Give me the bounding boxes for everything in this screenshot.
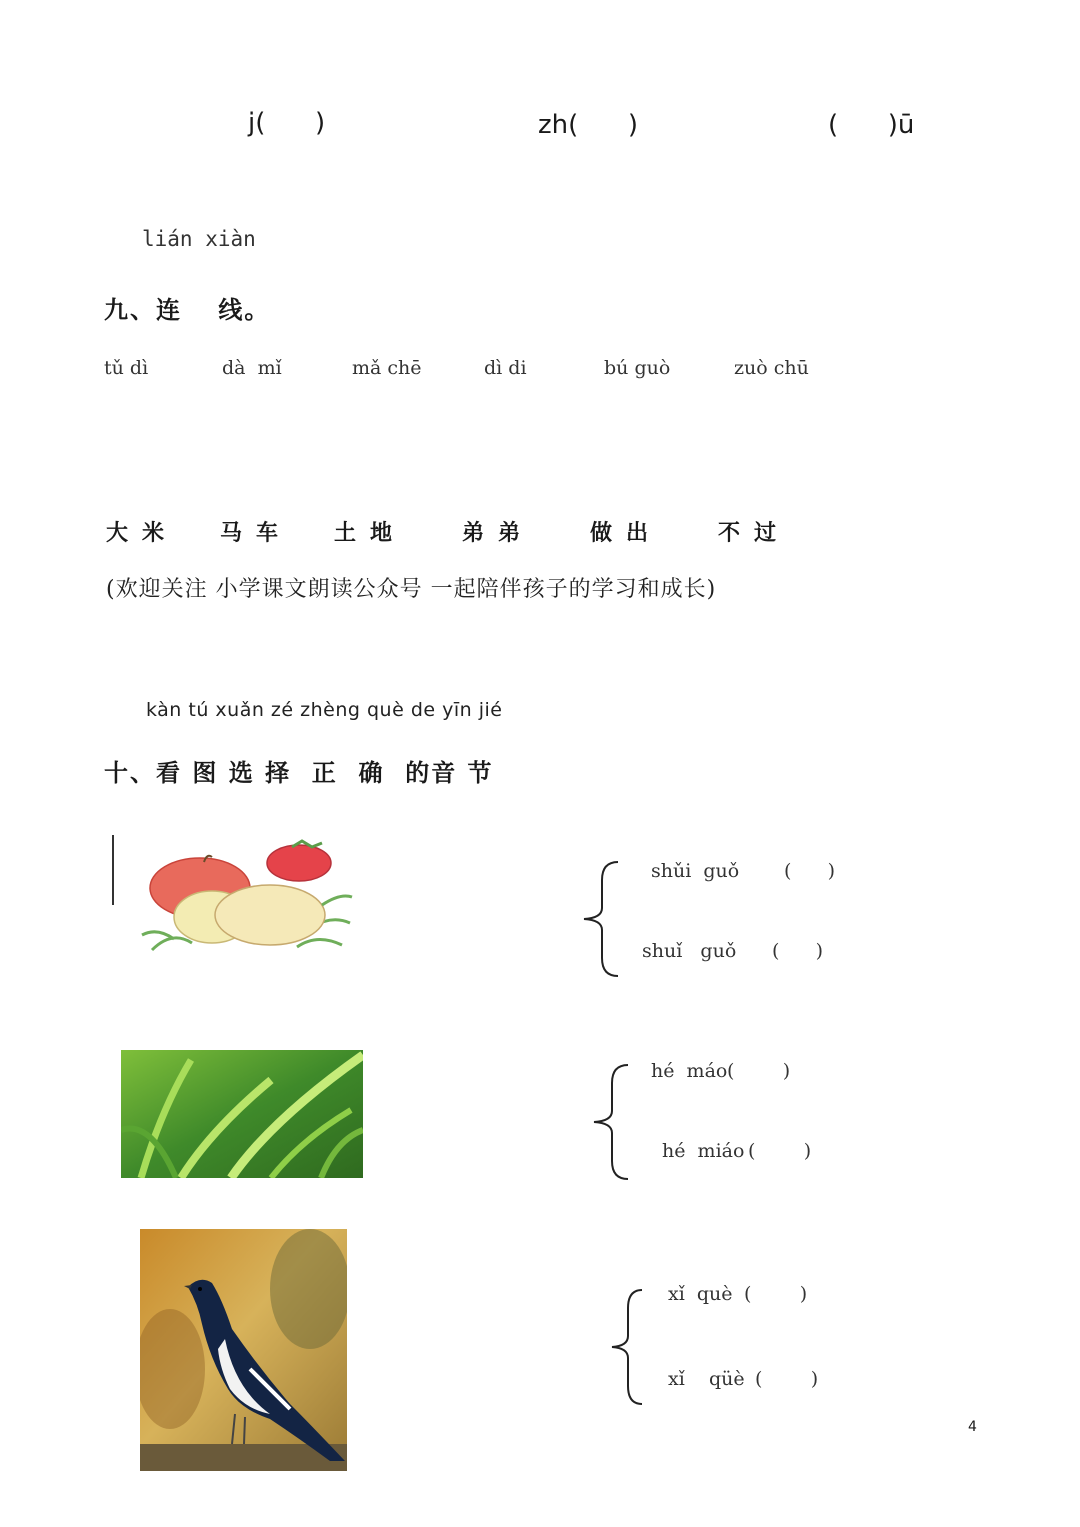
- word-hanzi-1: 大米: [106, 520, 179, 546]
- option-paren-3a[interactable]: ( ): [744, 1283, 808, 1305]
- word-hanzi-5: 做出: [590, 520, 663, 546]
- option-text-2a: hé máo: [651, 1060, 728, 1082]
- grass-seedling-image: [121, 1050, 363, 1178]
- option-text-2b: hé miáo: [662, 1140, 745, 1162]
- page-number: 4: [968, 1419, 977, 1435]
- word-pinyin-1: tǔ dì: [104, 357, 149, 379]
- fruit-image: [112, 835, 356, 965]
- option-paren-2b[interactable]: ( ): [748, 1140, 812, 1162]
- blank-u[interactable]: ( )ū: [828, 110, 915, 140]
- section9-title: 九、连 线。: [104, 296, 271, 324]
- option-paren-1b[interactable]: ( ): [772, 940, 824, 962]
- option-text-3a: xǐ què: [668, 1283, 733, 1305]
- blank-j[interactable]: j( ): [248, 108, 326, 138]
- word-hanzi-4: 弟弟: [462, 520, 535, 546]
- section10-title: 十、看 图 选 择 正 确 的音 节: [104, 759, 494, 787]
- word-hanzi-6: 不过: [718, 520, 791, 546]
- brace-3: [608, 1288, 644, 1406]
- brace-1: [580, 860, 620, 978]
- word-pinyin-2: dà mǐ: [222, 357, 282, 379]
- promo-note: (欢迎关注 小学课文朗读公众号 一起陪伴孩子的学习和成长): [106, 577, 717, 602]
- section10-pinyin: kàn tú xuǎn zé zhèng què de yīn jié: [146, 699, 503, 721]
- option-paren-3b[interactable]: ( ): [755, 1368, 819, 1390]
- section9-pinyin: lián xiàn: [142, 227, 256, 251]
- option-text-1a: shǔi guǒ: [651, 860, 740, 882]
- word-hanzi-3: 土地: [334, 520, 407, 546]
- word-pinyin-3: mǎ chē: [352, 357, 422, 379]
- option-text-1b: shuǐ guǒ: [642, 940, 737, 962]
- blank-zh[interactable]: zh( ): [538, 110, 639, 140]
- option-paren-2a[interactable]: ( ): [727, 1060, 791, 1082]
- word-pinyin-5: bú guò: [604, 357, 671, 379]
- word-hanzi-2: 马车: [220, 520, 293, 546]
- brace-2: [590, 1063, 630, 1181]
- magpie-bird-image: [140, 1229, 347, 1471]
- word-pinyin-6: zuò chū: [734, 357, 809, 379]
- option-paren-1a[interactable]: ( ): [784, 860, 836, 882]
- word-pinyin-4: dì di: [484, 357, 527, 379]
- option-text-3b: xǐ qüè: [668, 1368, 745, 1390]
